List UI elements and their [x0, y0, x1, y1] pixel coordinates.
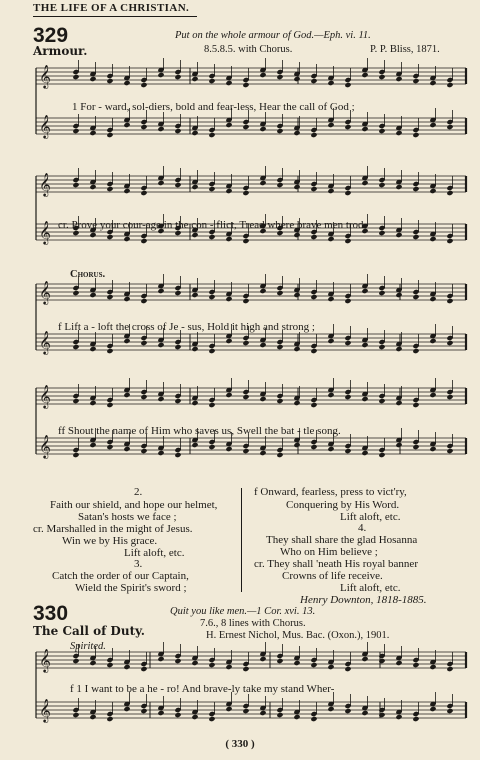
- note: [72, 658, 79, 664]
- note: [89, 660, 96, 666]
- note: [140, 708, 147, 714]
- note: [344, 298, 351, 304]
- note: [344, 82, 351, 88]
- note: [140, 190, 147, 196]
- note: [242, 666, 249, 672]
- note: [174, 398, 181, 404]
- composer-330: H. Ernest Nichol, Mus. Bac. (Oxon.), 1901.: [206, 630, 390, 641]
- note: [140, 394, 147, 400]
- note: [157, 710, 164, 716]
- note: [174, 658, 181, 664]
- note: [259, 450, 266, 456]
- note: [72, 182, 79, 188]
- clef-icon: 𝄞: [39, 330, 51, 354]
- clef-icon: 𝄞: [39, 220, 51, 244]
- note: [310, 186, 317, 192]
- note: [429, 80, 436, 86]
- note: [327, 392, 334, 398]
- tune-name-329: Armour.: [33, 44, 88, 58]
- note: [395, 232, 402, 238]
- note: [276, 658, 283, 664]
- note: [140, 448, 147, 454]
- note: [140, 82, 147, 88]
- note: [429, 338, 436, 344]
- page-header: THE LIFE OF A CHRISTIAN.: [33, 2, 190, 14]
- note: [225, 188, 232, 194]
- note: [89, 76, 96, 82]
- scripture-329: Put on the whole armour of God.—Eph. vi. 11.: [175, 30, 371, 41]
- note: [242, 340, 249, 346]
- note: [446, 666, 453, 672]
- note: [276, 344, 283, 350]
- note: [140, 298, 147, 304]
- note: [276, 290, 283, 296]
- note: [242, 448, 249, 454]
- note: [412, 132, 419, 138]
- lyric-line-2: cr. Prove your cour-age in the con - flict, Tread where brave men trod.: [58, 219, 367, 231]
- note: [361, 126, 368, 132]
- note: [429, 296, 436, 302]
- note: [225, 80, 232, 86]
- clef-icon: 𝄞: [39, 64, 51, 88]
- note: [446, 298, 453, 304]
- note: [174, 712, 181, 718]
- lyric-line-3: f Lift a - loft the cross of Je - sus, Hold it high and strong ;: [58, 321, 315, 333]
- note: [310, 662, 317, 668]
- music-score-329: [0, 56, 480, 476]
- note: [310, 402, 317, 408]
- note: [72, 398, 79, 404]
- verse-line: Win we by His grace.: [62, 535, 158, 547]
- note: [191, 660, 198, 666]
- hymn-number-330: 330: [33, 602, 69, 625]
- note: [429, 664, 436, 670]
- note: [378, 452, 385, 458]
- lyric-line-4: ff Shout the name of Him who saves us, Swell the bat - tle song.: [58, 425, 341, 437]
- chorus-label: Chorus.: [70, 269, 106, 280]
- note: [293, 292, 300, 298]
- note: [344, 190, 351, 196]
- clef-icon: 𝄞: [39, 698, 51, 722]
- note: [123, 706, 130, 712]
- note: [106, 186, 113, 192]
- note: [293, 660, 300, 666]
- clef-icon: 𝄞: [39, 384, 51, 408]
- note: [208, 348, 215, 354]
- note: [395, 130, 402, 136]
- note: [344, 340, 351, 346]
- note: [89, 184, 96, 190]
- note: [293, 232, 300, 238]
- clef-icon: 𝄞: [39, 114, 51, 138]
- note: [242, 298, 249, 304]
- note: [395, 400, 402, 406]
- note: [412, 234, 419, 240]
- note: [327, 80, 334, 86]
- note: [344, 124, 351, 130]
- note: [361, 180, 368, 186]
- note: [191, 714, 198, 720]
- scripture-330: Quit you like men.—1 Cor. xvi. 13.: [170, 606, 316, 617]
- note: [259, 126, 266, 132]
- verse-line: Catch the order of our Captain,: [52, 570, 189, 582]
- lyric-line-330: f 1 I want to be a he - ro! And brave-ly take my stand Wher-: [70, 683, 335, 695]
- verse-line: Lift aloft, etc.: [340, 582, 401, 594]
- note: [191, 232, 198, 238]
- note: [378, 658, 385, 664]
- note: [157, 342, 164, 348]
- note: [106, 78, 113, 84]
- note: [378, 290, 385, 296]
- note: [344, 238, 351, 244]
- note: [191, 76, 198, 82]
- note: [327, 188, 334, 194]
- note: [89, 130, 96, 136]
- clef-icon: 𝄞: [39, 172, 51, 196]
- note: [191, 346, 198, 352]
- note: [157, 656, 164, 662]
- note: [208, 234, 215, 240]
- note: [310, 234, 317, 240]
- note: [276, 712, 283, 718]
- note: [225, 664, 232, 670]
- note: [378, 74, 385, 80]
- note: [140, 238, 147, 244]
- verse-line: Satan's hosts we face ;: [78, 511, 177, 523]
- note: [259, 396, 266, 402]
- note: [429, 446, 436, 452]
- note: [327, 446, 334, 452]
- note: [225, 122, 232, 128]
- note: [191, 400, 198, 406]
- note: [412, 402, 419, 408]
- note: [378, 230, 385, 236]
- note: [310, 716, 317, 722]
- note: [242, 124, 249, 130]
- note: [225, 296, 232, 302]
- note: [276, 128, 283, 134]
- clef-icon: 𝄞: [39, 434, 51, 458]
- note: [395, 346, 402, 352]
- note: [446, 448, 453, 454]
- note: [276, 74, 283, 80]
- note: [412, 294, 419, 300]
- note: [429, 392, 436, 398]
- note: [446, 190, 453, 196]
- note: [327, 236, 334, 242]
- note: [123, 122, 130, 128]
- note: [293, 400, 300, 406]
- column-divider: [241, 488, 242, 592]
- note: [106, 348, 113, 354]
- tune-name-330: The Call of Duty.: [33, 624, 145, 638]
- note: [310, 348, 317, 354]
- note: [429, 122, 436, 128]
- note: [123, 338, 130, 344]
- note: [429, 706, 436, 712]
- clef-icon: 𝄞: [39, 648, 51, 672]
- verse-line: Wield the Spirit's sword ;: [75, 582, 187, 594]
- note: [293, 76, 300, 82]
- note: [344, 394, 351, 400]
- note: [412, 662, 419, 668]
- note: [174, 452, 181, 458]
- note: [378, 398, 385, 404]
- note: [446, 340, 453, 346]
- note: [344, 666, 351, 672]
- note: [361, 396, 368, 402]
- note: [378, 128, 385, 134]
- note: [123, 80, 130, 86]
- note: [395, 292, 402, 298]
- note: [191, 130, 198, 136]
- note: [208, 444, 215, 450]
- verse-line: Conquering by His Word.: [286, 499, 400, 511]
- header-rule: [33, 16, 197, 17]
- verse-line: f Onward, fearless, press to vict'ry,: [254, 486, 407, 498]
- note: [293, 442, 300, 448]
- tempo-marking: Spirited.: [70, 641, 106, 652]
- note: [429, 188, 436, 194]
- note: [123, 664, 130, 670]
- note: [140, 666, 147, 672]
- note: [72, 290, 79, 296]
- verse-line: Crowns of life receive.: [282, 570, 383, 582]
- note: [293, 130, 300, 136]
- note: [157, 396, 164, 402]
- note: [225, 338, 232, 344]
- meter-329: 8.5.8.5. with Chorus.: [204, 44, 293, 55]
- clef-icon: 𝄞: [39, 280, 51, 304]
- author-329: Henry Downton, 1818-1885.: [300, 594, 427, 606]
- note: [191, 184, 198, 190]
- note: [174, 74, 181, 80]
- note: [242, 708, 249, 714]
- hymn-number-329: 329: [33, 24, 69, 47]
- note: [412, 78, 419, 84]
- note: [259, 288, 266, 294]
- meter-330: 7.6., 8 lines with Chorus.: [200, 618, 306, 629]
- note: [378, 182, 385, 188]
- note: [208, 662, 215, 668]
- note: [157, 72, 164, 78]
- note: [106, 132, 113, 138]
- note: [106, 294, 113, 300]
- note: [208, 186, 215, 192]
- note: [446, 238, 453, 244]
- note: [140, 340, 147, 346]
- note: [174, 344, 181, 350]
- note: [106, 444, 113, 450]
- note: [293, 184, 300, 190]
- note: [361, 450, 368, 456]
- note: [140, 124, 147, 130]
- note: [310, 444, 317, 450]
- note: [174, 182, 181, 188]
- note: [327, 122, 334, 128]
- note: [259, 710, 266, 716]
- note: [429, 236, 436, 242]
- note: [293, 346, 300, 352]
- note: [242, 190, 249, 196]
- note: [123, 188, 130, 194]
- note: [225, 706, 232, 712]
- note: [191, 292, 198, 298]
- verse-line: Lift aloft, etc.: [124, 547, 185, 559]
- note: [361, 656, 368, 662]
- note: [344, 448, 351, 454]
- verse-number: 3.: [134, 558, 143, 570]
- note: [361, 342, 368, 348]
- note: [361, 710, 368, 716]
- note: [242, 238, 249, 244]
- composer-329: P. P. Bliss, 1871.: [370, 44, 440, 55]
- note: [259, 72, 266, 78]
- note: [259, 180, 266, 186]
- verse-line: cr. Marshalled in the might of Jesus.: [33, 523, 193, 535]
- note: [89, 346, 96, 352]
- note: [225, 446, 232, 452]
- verse-line: cr. They shall 'neath His royal banner: [254, 558, 418, 570]
- note: [395, 714, 402, 720]
- note: [89, 292, 96, 298]
- verse-line: Lift aloft, etc.: [340, 511, 401, 523]
- note: [242, 394, 249, 400]
- note: [412, 444, 419, 450]
- note: [361, 288, 368, 294]
- verse-line: Who on Him believe ;: [280, 546, 378, 558]
- note: [446, 708, 453, 714]
- note: [123, 446, 130, 452]
- verse-number: 2.: [134, 486, 143, 498]
- note: [327, 706, 334, 712]
- note: [259, 342, 266, 348]
- note: [412, 348, 419, 354]
- note: [106, 234, 113, 240]
- note: [225, 236, 232, 242]
- note: [106, 716, 113, 722]
- note: [174, 290, 181, 296]
- note: [123, 392, 130, 398]
- verse-line: They shall share the glad Hosanna: [266, 534, 418, 546]
- note: [208, 402, 215, 408]
- note: [310, 78, 317, 84]
- note: [72, 712, 79, 718]
- note: [395, 660, 402, 666]
- note: [157, 450, 164, 456]
- note: [446, 124, 453, 130]
- note: [395, 442, 402, 448]
- note: [106, 662, 113, 668]
- note: [72, 74, 79, 80]
- note: [157, 126, 164, 132]
- note: [157, 180, 164, 186]
- note: [208, 716, 215, 722]
- note: [327, 338, 334, 344]
- note: [72, 128, 79, 134]
- verse-line: Faith our shield, and hope our helmet,: [50, 499, 218, 511]
- note: [446, 394, 453, 400]
- note: [378, 344, 385, 350]
- note: [157, 288, 164, 294]
- note: [242, 82, 249, 88]
- note: [208, 132, 215, 138]
- note: [89, 232, 96, 238]
- note: [123, 236, 130, 242]
- note: [225, 392, 232, 398]
- note: [327, 296, 334, 302]
- note: [446, 82, 453, 88]
- note: [310, 294, 317, 300]
- note: [344, 708, 351, 714]
- note: [327, 664, 334, 670]
- note: [208, 294, 215, 300]
- note: [310, 132, 317, 138]
- note: [395, 76, 402, 82]
- note: [276, 452, 283, 458]
- note: [276, 182, 283, 188]
- note: [89, 714, 96, 720]
- note: [276, 398, 283, 404]
- note: [259, 656, 266, 662]
- note: [208, 78, 215, 84]
- note: [174, 128, 181, 134]
- note: [72, 344, 79, 350]
- note: [191, 442, 198, 448]
- note: [72, 452, 79, 458]
- note: [89, 400, 96, 406]
- note: [378, 712, 385, 718]
- note: [89, 442, 96, 448]
- lyric-line-1: 1 For - ward, sol-diers, bold and fear-less, Hear the call of God ;: [72, 101, 355, 113]
- note: [293, 714, 300, 720]
- note: [106, 402, 113, 408]
- note: [361, 72, 368, 78]
- verse-number: 4.: [358, 522, 367, 534]
- note: [412, 186, 419, 192]
- note: [395, 184, 402, 190]
- page-number: ( 330 ): [225, 738, 255, 750]
- note: [123, 296, 130, 302]
- note: [412, 716, 419, 722]
